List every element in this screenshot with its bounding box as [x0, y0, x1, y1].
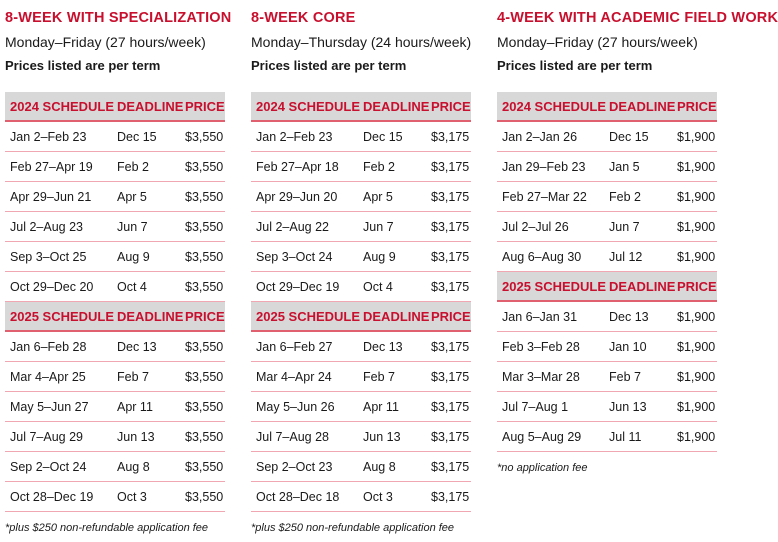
deadline: Aug 8: [117, 459, 150, 474]
price-note: Prices listed are per term: [5, 58, 161, 73]
price: $3,175: [431, 279, 470, 294]
weekly-schedule: Monday–Thursday (24 hours/week): [251, 34, 472, 50]
table-row: [497, 392, 717, 422]
header-price: PRICE: [677, 98, 717, 114]
term-dates: Oct 29–Dec 20: [10, 279, 94, 294]
term-dates: Aug 5–Aug 29: [502, 429, 582, 444]
price: $3,550: [185, 369, 224, 384]
deadline: Oct 3: [117, 489, 147, 504]
deadline: Jun 13: [117, 429, 155, 444]
table-row: [497, 332, 717, 362]
header-deadline: DEADLINE: [363, 98, 430, 114]
term-dates: Mar 4–Apr 24: [256, 369, 332, 384]
price: $3,175: [431, 219, 470, 234]
term-dates: Feb 27–Apr 18: [256, 159, 339, 174]
header-deadline: DEADLINE: [609, 278, 676, 294]
deadline: Apr 5: [363, 189, 393, 204]
schedule-header-row: [5, 92, 225, 122]
table-row: [251, 362, 471, 392]
term-dates: Jan 6–Feb 27: [256, 339, 333, 354]
deadline: Feb 7: [609, 369, 641, 384]
table-row: [251, 272, 471, 302]
deadline: Jun 13: [363, 429, 401, 444]
table-row: [251, 182, 471, 212]
deadline: Jan 10: [609, 339, 647, 354]
header-price: PRICE: [185, 98, 225, 114]
price: $3,175: [431, 459, 470, 474]
price: $3,550: [185, 189, 224, 204]
price: $3,550: [185, 249, 224, 264]
price: $3,550: [185, 159, 224, 174]
term-dates: Feb 27–Apr 19: [10, 159, 93, 174]
schedule-table: [251, 92, 471, 512]
term-dates: Mar 4–Apr 25: [10, 369, 86, 384]
schedule-header-row: [497, 92, 717, 122]
term-dates: Mar 3–Mar 28: [502, 369, 580, 384]
price: $3,175: [431, 399, 470, 414]
term-dates: Feb 27–Mar 22: [502, 189, 587, 204]
term-dates: Apr 29–Jun 20: [256, 189, 338, 204]
table-row: [5, 482, 225, 512]
deadline: Jun 7: [363, 219, 394, 234]
table-row: [251, 392, 471, 422]
deadline: Aug 9: [117, 249, 150, 264]
table-row: [5, 422, 225, 452]
term-dates: May 5–Jun 27: [10, 399, 89, 414]
table-row: [251, 212, 471, 242]
header-schedule: 2025 SCHEDULE: [502, 278, 607, 294]
table-row: [497, 362, 717, 392]
term-dates: Jan 2–Feb 23: [10, 129, 87, 144]
price: $1,900: [677, 399, 716, 414]
price: $3,550: [185, 459, 224, 474]
price: $3,175: [431, 159, 470, 174]
header-schedule: 2025 SCHEDULE: [256, 308, 361, 324]
table-row: [5, 272, 225, 302]
price: $1,900: [677, 429, 716, 444]
schedule-header-row: [251, 92, 471, 122]
footnote: *no application fee: [497, 462, 588, 474]
term-dates: Oct 28–Dec 19: [10, 489, 94, 504]
price: $3,175: [431, 429, 470, 444]
term-dates: Feb 3–Feb 28: [502, 339, 580, 354]
price: $1,900: [677, 159, 716, 174]
term-dates: Jan 2–Feb 23: [256, 129, 333, 144]
table-row: [497, 182, 717, 212]
header-schedule: 2024 SCHEDULE: [10, 98, 115, 114]
term-dates: Sep 3–Oct 24: [256, 249, 333, 264]
deadline: Dec 13: [117, 339, 157, 354]
table-row: [497, 122, 717, 152]
program-title: 4-WEEK WITH ACADEMIC FIELD WORK: [497, 10, 778, 26]
deadline: Jun 13: [609, 399, 647, 414]
term-dates: Sep 2–Oct 24: [10, 459, 87, 474]
table-row: [497, 242, 717, 272]
term-dates: Oct 28–Dec 18: [256, 489, 340, 504]
term-dates: Sep 2–Oct 23: [256, 459, 333, 474]
price: $3,175: [431, 369, 470, 384]
deadline: Jun 7: [117, 219, 148, 234]
term-dates: Jan 29–Feb 23: [502, 159, 586, 174]
table-row: [5, 212, 225, 242]
program-title: 8-WEEK WITH SPECIALIZATION: [5, 10, 232, 26]
deadline: Aug 8: [363, 459, 396, 474]
price: $3,175: [431, 249, 470, 264]
header-deadline: DEADLINE: [609, 98, 676, 114]
deadline: Jul 12: [609, 249, 643, 264]
table-row: [497, 422, 717, 452]
weekly-schedule: Monday–Friday (27 hours/week): [5, 34, 206, 50]
price: $3,175: [431, 129, 470, 144]
deadline: Oct 3: [363, 489, 393, 504]
deadline: Feb 2: [363, 159, 395, 174]
term-dates: Jan 6–Feb 28: [10, 339, 87, 354]
term-dates: Jul 7–Aug 29: [10, 429, 83, 444]
header-schedule: 2024 SCHEDULE: [256, 98, 361, 114]
deadline: Dec 13: [609, 309, 649, 324]
table-row: [5, 452, 225, 482]
footnote: *plus $250 non-refundable application fee: [5, 522, 209, 534]
header-price: PRICE: [431, 98, 471, 114]
table-row: [497, 212, 717, 242]
table-row: [251, 452, 471, 482]
table-row: [5, 332, 225, 362]
price: $1,900: [677, 249, 716, 264]
header-deadline: DEADLINE: [363, 308, 430, 324]
price: $1,900: [677, 129, 716, 144]
term-dates: Jan 2–Jan 26: [502, 129, 578, 144]
table-row: [251, 242, 471, 272]
price: $3,550: [185, 399, 224, 414]
price: $1,900: [677, 339, 716, 354]
deadline: Aug 9: [363, 249, 396, 264]
deadline: Dec 15: [609, 129, 649, 144]
schedule-table: [5, 92, 225, 512]
header-price: PRICE: [185, 308, 225, 324]
price: $3,175: [431, 339, 470, 354]
term-dates: Jan 6–Jan 31: [502, 309, 578, 324]
deadline: Feb 2: [117, 159, 149, 174]
header-deadline: DEADLINE: [117, 308, 184, 324]
term-dates: Aug 6–Aug 30: [502, 249, 582, 264]
schedule-header-row: [5, 302, 225, 332]
price: $3,550: [185, 429, 224, 444]
table-row: [5, 362, 225, 392]
deadline: Dec 15: [117, 129, 157, 144]
price: $1,900: [677, 189, 716, 204]
term-dates: Jul 7–Aug 28: [256, 429, 329, 444]
price: $3,550: [185, 489, 224, 504]
deadline: Jul 11: [609, 429, 642, 444]
deadline: Oct 4: [117, 279, 147, 294]
price-note: Prices listed are per term: [251, 58, 407, 73]
table-row: [251, 422, 471, 452]
table-row: [5, 392, 225, 422]
deadline: Feb 2: [609, 189, 641, 204]
footnote: *plus $250 non-refundable application fee: [251, 522, 455, 534]
table-row: [5, 242, 225, 272]
deadline: Dec 13: [363, 339, 403, 354]
term-dates: Apr 29–Jun 21: [10, 189, 92, 204]
deadline: Dec 15: [363, 129, 403, 144]
price: $3,550: [185, 279, 224, 294]
price: $1,900: [677, 219, 716, 234]
deadline: Apr 11: [363, 399, 399, 414]
header-schedule: 2024 SCHEDULE: [502, 98, 607, 114]
deadline: Apr 11: [117, 399, 153, 414]
term-dates: Jul 2–Aug 23: [10, 219, 83, 234]
price: $1,900: [677, 309, 716, 324]
schedule-table: [497, 92, 717, 452]
deadline: Oct 4: [363, 279, 393, 294]
term-dates: May 5–Jun 26: [256, 399, 335, 414]
table-row: [5, 182, 225, 212]
price: $3,175: [431, 189, 470, 204]
table-row: [497, 152, 717, 182]
term-dates: Jul 7–Aug 1: [502, 399, 569, 414]
header-price: PRICE: [677, 278, 717, 294]
program-title: 8-WEEK CORE: [251, 10, 356, 26]
header-price: PRICE: [431, 308, 471, 324]
deadline: Feb 7: [363, 369, 395, 384]
deadline: Jun 7: [609, 219, 640, 234]
price-note: Prices listed are per term: [497, 58, 653, 73]
table-row: [5, 152, 225, 182]
price: $3,175: [431, 489, 470, 504]
table-row: [251, 152, 471, 182]
table-row: [497, 302, 717, 332]
term-dates: Oct 29–Dec 19: [256, 279, 340, 294]
term-dates: Jul 2–Aug 22: [256, 219, 329, 234]
table-row: [251, 122, 471, 152]
header-deadline: DEADLINE: [117, 98, 184, 114]
deadline: Apr 5: [117, 189, 147, 204]
schedule-header-row: [497, 272, 717, 302]
weekly-schedule: Monday–Friday (27 hours/week): [497, 34, 698, 50]
deadline: Feb 7: [117, 369, 149, 384]
header-schedule: 2025 SCHEDULE: [10, 308, 115, 324]
term-dates: Jul 2–Jul 26: [502, 219, 569, 234]
term-dates: Sep 3–Oct 25: [10, 249, 87, 264]
table-row: [251, 482, 471, 512]
price: $3,550: [185, 339, 224, 354]
table-row: [5, 122, 225, 152]
deadline: Jan 5: [609, 159, 640, 174]
price: $3,550: [185, 219, 224, 234]
price: $1,900: [677, 369, 716, 384]
price: $3,550: [185, 129, 224, 144]
schedule-header-row: [251, 302, 471, 332]
table-row: [251, 332, 471, 362]
